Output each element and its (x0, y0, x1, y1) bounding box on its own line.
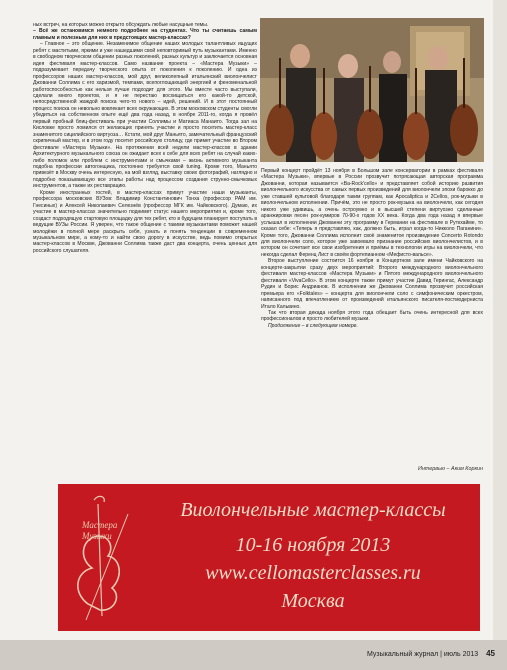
footer-journal-info: Музыкальный журнал | июль 2013 (367, 651, 479, 658)
ad-logo-text: Мастера Музыки (82, 520, 118, 541)
article-paragraph: Первый концерт пройдёт 13 ноября в Большом зале консерватории в рамках фестиваля «Мастера Музыки», впервые в России прозвучит потрясающая авторская программа Джованни, которая называется «Ba-Rock'cello» и представляет собой историю развития виолончельного искусства от самых первых произведений для виолончели эпохи барокко до уже ставшей культовой благодаря таким группам, как Apocaliptica и 2Cellos, рок-музыки в виолончельном исполнении. Причём, это не просто рок-музыка на виолончели, как сегодня никого уже удивишь, а очень остроумно и в высшей степени виртуозно сделанные аранжировки песен рок-кумиров 70-90-х годов XX века. Когда два года назад я впервые услышал в исполнении Джованни эту программу в Германии на фестивале в Руткхайме, то сказал себе: «Теперь я представляю, как, должно быть, играл когда-то Никколо Паганини». Кроме того, Джованни Соллима исполнит своё знаменитое произведение Concerto Rotondo для виолончели соло, которое уже завоевало признание российских виолончелистов, и в котором он сочетает все свои изобретения и приёмы в технологии игры на виолончели, что некогда сделал Ференц Лист в своём фортепианном «Мефисто-вальсе». (261, 168, 483, 258)
ad-city: Москва (281, 590, 345, 612)
article-paragraph: ных встреч, на которых можно открыто обсуждать любые насущные темы. (33, 22, 209, 28)
continuation-note: Продолжение – в следующем номере. (268, 322, 358, 329)
ad-title: Виолончельные мастер-классы (180, 499, 446, 521)
photo-musicians-cellists (260, 18, 484, 162)
interview-question: – Всё же остановимся немного подробнее на студентах. Что ты считаешь самым главным и полезным для них в предстоящих мастер-классах? (33, 28, 257, 41)
ad-dates: 10-16 ноября 2013 (235, 534, 391, 556)
interview-signoff: Интервью – Аким Коркин (417, 466, 483, 472)
ad-website-url[interactable]: www.cellomasterclasses.ru (205, 562, 421, 584)
page-footer (367, 649, 495, 658)
article-paragraph: Второе выступление состоится 16 ноября в Концертном зале имени Чайковского на концерте-закрытии сразу двух мероприятий: Второго международного виолончельного фестиваля мастер-классов «Мастера Музыки» и Пятого международного виолончельного фестиваля «VivaCello». В этом концерте также примут участие Давид Герингас, Александр Рудин и Борис Андрианов. В исполнении же Джованни Соллима прозвучит российская премьера его «Folktales» – концерта для виолончели соло с симфоническим оркестром, написанного под впечатлением от произведений итальянского писателя-постмодерниста Итало Кальвино. (261, 258, 483, 310)
article-left-column (33, 22, 257, 454)
article-right-column (261, 168, 483, 468)
cello-logo-icon (58, 484, 158, 631)
photo-image (260, 18, 484, 162)
article-paragraph: Кроме иностранных гостей, в мастер-классах примут участие наши музыканты, профессора московских ВУЗов: Владимир Константинович Тонха (профессор РАМ им. Гнесиных) и Алексей Николаевич Селезнёв (профессор МГК им. Чайковского). Думаю, их участие в мастер-классах значительно поднимет статус нашего мероприятия и, кроме того, создаст подходящую стартовую площадку для тех ребят, кто в будущем планирует поступать в ведущие ВУЗы России. Я уверен, что такое общение с такими музыкантами поможет нашей молодёжи в полной мере раскрыть себя, узнать и понять тенденции в современном музыкальном мире, а кому-то и найти свою дорогу в искусстве, ведь помимо открытых мастер-классов в Москве, Джованни Соллима также даст два концерта, очень ценных для российского слушателя. (33, 189, 257, 254)
article-paragraph: Так что вторая декада ноября этого года обещает быть очень интересной для всех профессионалов и просто любителей музыки. (261, 309, 483, 323)
page-number: 45 (486, 649, 495, 658)
article-paragraph: – Главное – это общение. Незаменимое общение наших молодых талантливых ищущих ребят с маститыми, яркими и уже нашедшими свой неповторимый путь музыкантами. Именно в свободном творческом общении разных поколений, разных культур и заключается основная идея фестиваля мастер-классов. Само название проекта – «Мастера Музыки» – подразумевает передачу творческого опыта от поколения к поколению. И одна из профессоров наших мастер-классов, мой друг, великолепный итальянский виолончелист Джованни Соллима с его харизмой, темпами, всепоглощающей энергией и феноменальной работоспособностью как нельзя лучше подходит для этого. Мы вместе часто выступали, сделали много проектов, и я не перестаю восхищаться его какой-то детской, непосредственной жаждой поиска чего-то нового – идей, решений. И в этот постоянный процесс поиска он невольно вовлекает всех окружающих. В этом московском студенты смогли убедиться на собственном опыте ещё два года назад, в ноябре 2011-го, когда я провёл первый пробный блиц-фестиваль при участии Соллимы и Матиаса Манаито. Тогда зал на Кисловке просто ломился от желающих принять участие и просто посетить мастер-класс знаменитого сицилийского виртуоза… Кстати, мой друг Маньято, замечательный французский скрипичный мастер, и в этом году посетит российскую столицу, где примет участие во Втором фестивале «Мастера Музыки». На протяжении всей недели мастер-классов в здании Архитектурного музыкального союза он ожидает всех к себе для всех ребят на случай каких-либо поломок или проблем с инструментами и смычками – жизнь активного музыканта подобна профессии автогонщика, постоянно требуется свой tuning. Кроме того, Маньято привезёт в Москву очень интересную, на мой взгляд, выставку своих фотографий, наглядно и подробно показывающую все этапы работы над процессом создания струнно-смычковых инструментов, а также их реставрацию. (33, 41, 257, 190)
page-edge-strip (493, 0, 507, 640)
advertisement-banner (58, 484, 480, 631)
